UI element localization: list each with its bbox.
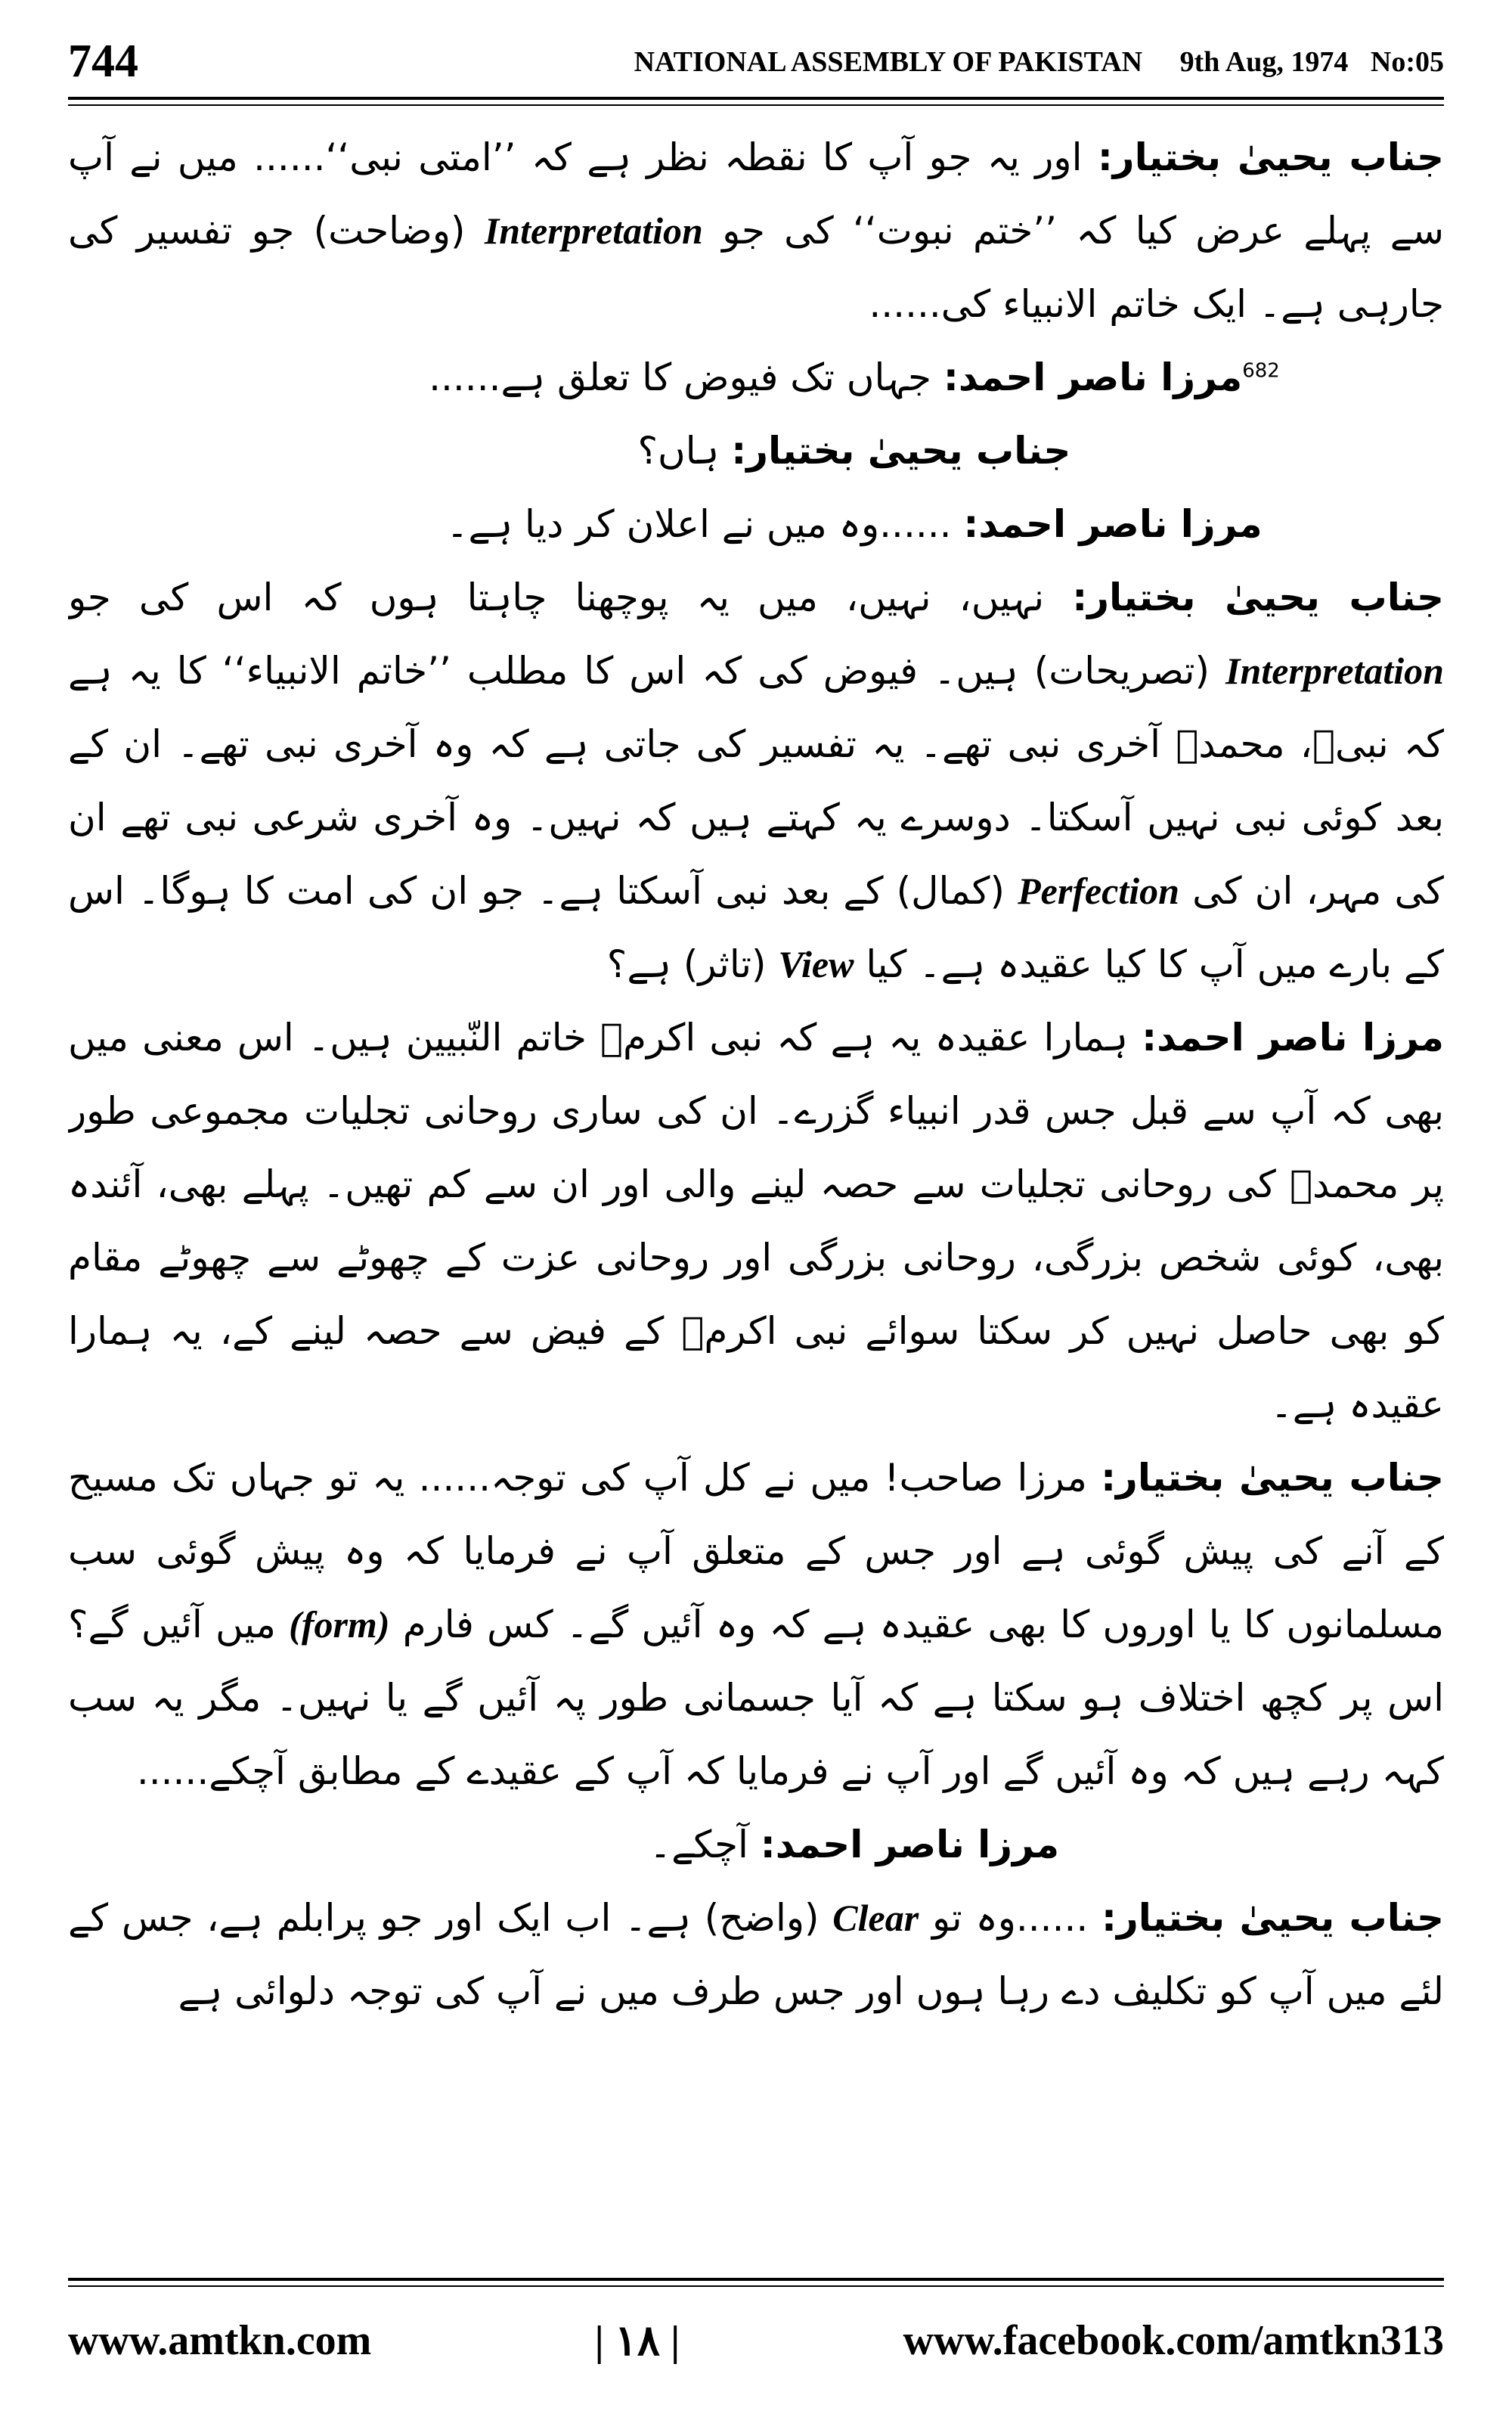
text: جہاں تک فیوض کا تعلق ہے...... (429, 355, 943, 399)
speaker: جناب یحییٰ بختیار: (731, 429, 1071, 473)
text: (واضح) ہے۔ اب ایک اور جو پرابلم ہے، جس کے لئے میں آپ کو تکلیف دے رہا ہوں اور جس طرف میں نے آپ کی توجہ دلوائی ہے (68, 1896, 1444, 2013)
footer-rule-thin (68, 2285, 1444, 2287)
text: مرزا صاحب! میں نے کل آپ کی توجہ...... یہ تو جہاں تک مسیح کے آنے کی پیش گوئی ہے اور جس کے متعلق آپ نے فرمایا کہ وہ پیش گوئی سب مسلمانوں کا یا اوروں کا بھی عقیدہ ہے کہ وہ آئیں گے۔ کس فارم (68, 1456, 1444, 1646)
header-date: 9th Aug, 1974 (1179, 46, 1349, 78)
page-body (68, 121, 1444, 2254)
page-number: 744 (68, 36, 138, 87)
text: (تصریحات) ہیں۔ فیوض کی کہ اس کا مطلب ’’خاتم الانبیاء‘‘ کا یہ ہے کہ نبیؐ، محمدؐ آخری نبی تھے۔ یہ تفسیر کی جاتی ہے کہ وہ آخری نبی تھے۔ ان کے بعد کوئی نبی نہیں آسکتا۔ دوسرے یہ کہتے ہیں کہ نہیں۔ وہ آخری شرعی نبی تھے ان کی مہر، ان کی (68, 649, 1444, 913)
paragraph-1 (68, 121, 1444, 341)
english-term: Clear (832, 1897, 919, 1939)
paragraph-2 (68, 341, 1444, 414)
text: ......وہ میں نے اعلان کر دیا ہے۔ (446, 502, 964, 546)
speaker: مرزا ناصر احمد: (760, 1823, 1060, 1866)
text: ہاں؟ (637, 429, 732, 473)
footnote-number: 682 (1242, 359, 1280, 383)
page-header (68, 30, 1444, 98)
speaker: جناب یحییٰ بختیار: (1072, 576, 1444, 619)
header-rule (68, 97, 1444, 100)
paragraph-3 (68, 414, 1444, 488)
page-footer (68, 2307, 1444, 2375)
footer-page-marker: | ۱۸ | (594, 2317, 680, 2365)
text: ......وہ تو (919, 1896, 1101, 1940)
english-term: Perfection (1018, 870, 1179, 912)
speaker: مرزا ناصر احمد: (963, 502, 1263, 546)
footer-facebook-link[interactable]: www.facebook.com/amtkn313 (903, 2317, 1444, 2364)
english-term: Interpretation (1225, 650, 1444, 692)
paragraph-5 (68, 561, 1444, 1001)
header-rule-thin (68, 104, 1444, 106)
footer-rule (68, 2278, 1444, 2281)
text: میں آئیں گے؟ اس پر کچھ اختلاف ہو سکتا ہے کہ آیا جسمانی طور پہ آئیں گے یا نہیں۔ مگر یہ سب کہہ رہے ہیں کہ وہ آئیں گے اور آپ نے فرمایا کہ آپ کے عقیدے کے مطابق آچکے...... (68, 1602, 1444, 1793)
speaker: جناب یحییٰ بختیار: (1101, 1896, 1444, 1940)
paragraph-6 (68, 1001, 1444, 1441)
text: (وضاحت) جو تفسیر کی جارہی ہے۔ ایک خاتم الانبیاء کی...... (68, 209, 1444, 326)
speaker: جناب یحییٰ بختیار: (1097, 135, 1444, 179)
speaker: مرزا ناصر احمد: (943, 355, 1243, 399)
text: آچکے۔ (649, 1823, 761, 1866)
paragraph-4 (68, 488, 1444, 561)
paragraph-9 (68, 1882, 1444, 2028)
text: (تاثر) ہے؟ (606, 942, 779, 986)
speaker: جناب یحییٰ بختیار: (1101, 1456, 1444, 1500)
english-term: (form) (289, 1603, 390, 1646)
header-title: NATIONAL ASSEMBLY OF PAKISTAN (634, 46, 1143, 78)
text: (کمال) کے بعد نبی آسکتا ہے۔ جو ان کی امت کا ہوگا۔ اس کے بارے میں آپ کا کیا عقیدہ ہے۔ کیا (68, 869, 1444, 986)
header-issue: No:05 (1370, 46, 1444, 78)
paragraph-8 (68, 1808, 1444, 1882)
text: اور یہ جو آپ کا نقطہ نظر ہے کہ ’’امتی نبی‘‘...... میں نے آپ سے پہلے عرض کیا کہ ’’ختم نبوت‘‘ کی جو (68, 135, 1444, 253)
english-term: View (778, 943, 854, 985)
english-term: Interpretation (484, 209, 703, 252)
paragraph-7 (68, 1441, 1444, 1808)
text: ہمارا عقیدہ یہ ہے کہ نبی اکرمؐ خاتم النّبیین ہیں۔ اس معنی میں بھی کہ آپ سے قبل جس قدر انبیاء گزرے۔ ان کی ساری روحانی تجلیات مجموعی طور پر محمدؐ کی روحانی تجلیات سے حصہ لینے والی اور ان سے کم تھیں۔ پہلے بھی، آئندہ بھی، کوئی شخص بزرگی، روحانی بزرگی اور روحانی عزت کے چھوٹے سے چھوٹے مقام کو بھی حاصل نہیں کر سکتا سوائے نبی اکرمؐ کے فیض سے حصہ لینے کے، یہ ہمارا عقیدہ ہے۔ (68, 1016, 1444, 1426)
running-header (604, 45, 1444, 79)
text: نہیں، نہیں، میں یہ پوچھنا چاہتا ہوں کہ اس کی جو (68, 576, 1073, 619)
footer-website-link[interactable]: www.amtkn.com (68, 2317, 372, 2364)
speaker: مرزا ناصر احمد: (1142, 1016, 1444, 1060)
